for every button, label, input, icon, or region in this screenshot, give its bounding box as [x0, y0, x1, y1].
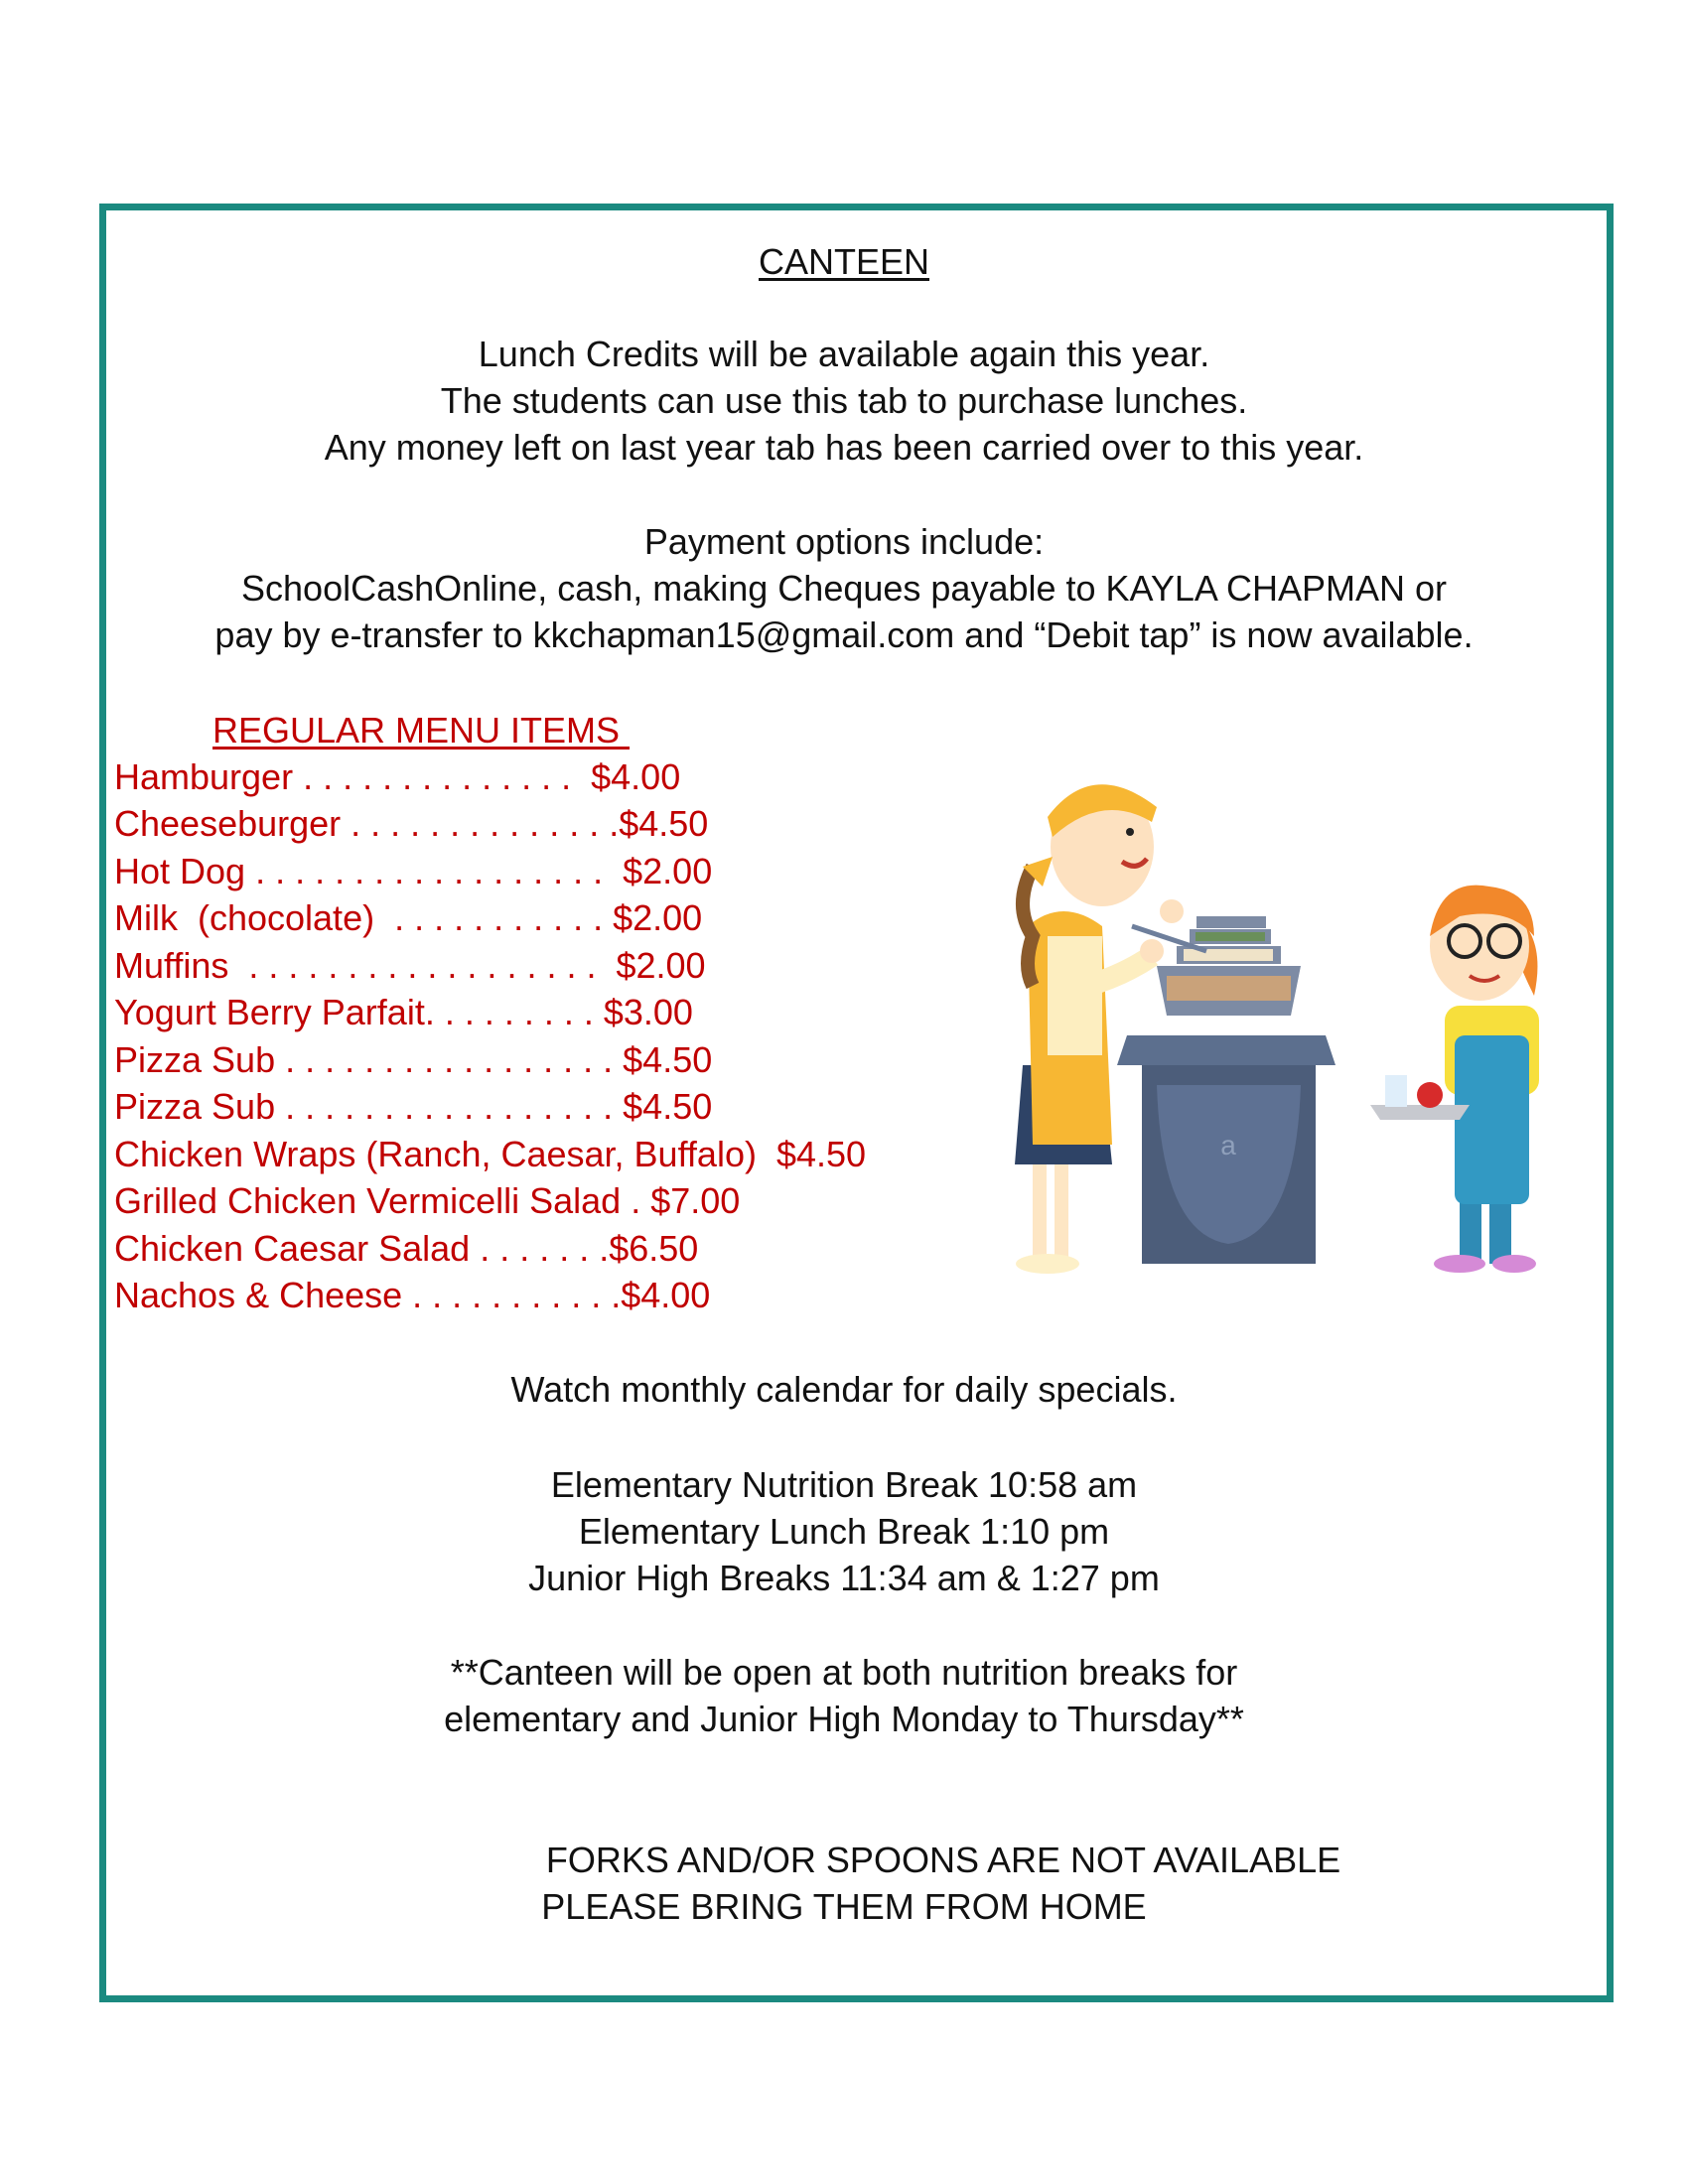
cutlery-notice: PLEASE BRING THEM FROM HOME: [541, 1886, 1147, 1927]
menu-item: Pizza Sub . . . . . . . . . . . . . . . . . $4.50: [114, 1039, 713, 1080]
break-time: Elementary Nutrition Break 10:58 am: [550, 1464, 1138, 1505]
menu-item: Chicken Caesar Salad . . . . . . .$6.50: [114, 1228, 699, 1269]
payment-line: SchoolCashOnline, cash, making Cheques payable to KAYLA CHAPMAN or: [241, 568, 1447, 609]
cutlery-notice: FORKS AND/OR SPOONS ARE NOT AVAILABLE: [545, 1840, 1341, 1880]
menu-item: Chicken Wraps (Ranch, Caesar, Buffalo) $4.50: [114, 1134, 867, 1174]
menu-item: Cheeseburger . . . . . . . . . . . . . .$4.50: [114, 803, 709, 844]
menu-item: Muffins . . . . . . . . . . . . . . . . . . $2.00: [114, 945, 706, 986]
open-note: elementary and Junior High Monday to Thursday**: [444, 1699, 1244, 1739]
canteen-illustration: [993, 738, 1579, 1284]
intro-line: The students can use this tab to purchase lunches.: [440, 380, 1248, 421]
menu-item: Pizza Sub . . . . . . . . . . . . . . . . . $4.50: [114, 1086, 713, 1127]
menu-item: Nachos & Cheese . . . . . . . . . . .$4.00: [114, 1275, 711, 1315]
intro-line: Lunch Credits will be available again this year.: [478, 334, 1210, 374]
payment-line: pay by e-transfer to kkchapman15@gmail.com and “Debit tap” is now available.: [214, 614, 1474, 655]
break-time: Junior High Breaks 11:34 am & 1:27 pm: [528, 1558, 1160, 1598]
intro-line: Any money left on last year tab has been carried over to this year.: [324, 427, 1364, 468]
payment-line: Payment options include:: [643, 521, 1045, 562]
specials-note: Watch monthly calendar for daily specials.: [510, 1369, 1178, 1410]
menu-item: Grilled Chicken Vermicelli Salad . $7.00: [114, 1180, 741, 1221]
menu-item: Milk (chocolate) . . . . . . . . . . . $2.00: [114, 897, 703, 938]
open-note: **Canteen will be open at both nutrition breaks for: [450, 1652, 1238, 1693]
menu-item: Yogurt Berry Parfait. . . . . . . . . $3.00: [114, 992, 693, 1032]
page-title: CANTEEN: [758, 241, 930, 282]
menu-item: Hot Dog . . . . . . . . . . . . . . . . . . $2.00: [114, 851, 713, 891]
svg-text:a: a: [1220, 1130, 1236, 1160]
menu-item: Hamburger . . . . . . . . . . . . . . $4.00: [114, 756, 681, 797]
menu-heading: REGULAR MENU ITEMS: [212, 710, 631, 751]
student-girl-figure: [1370, 886, 1539, 1273]
break-time: Elementary Lunch Break 1:10 pm: [578, 1511, 1110, 1552]
